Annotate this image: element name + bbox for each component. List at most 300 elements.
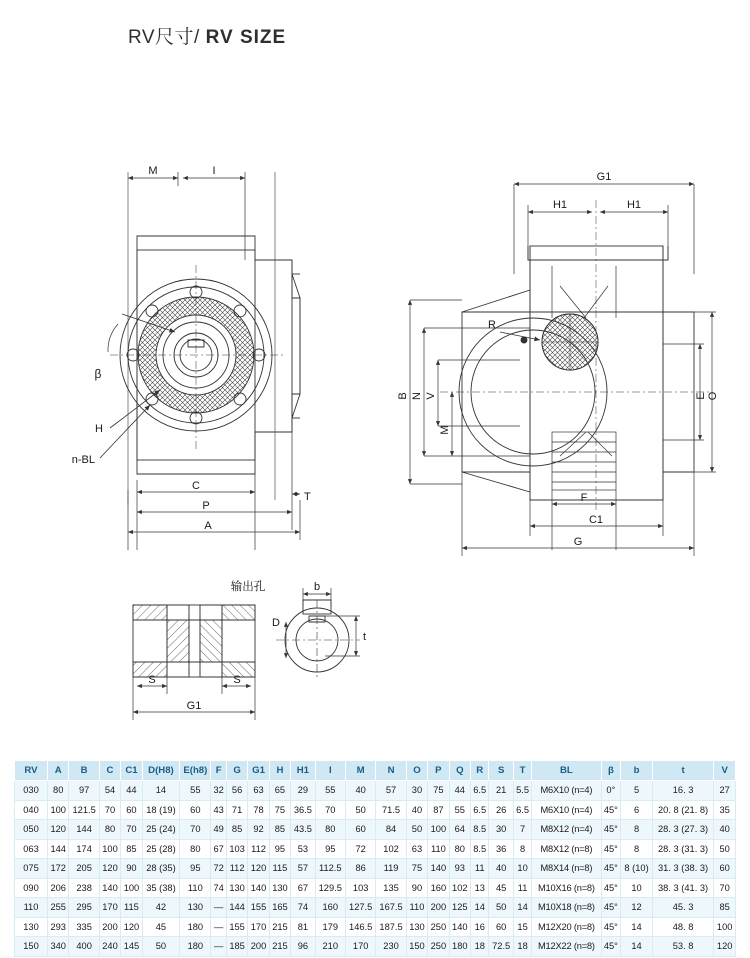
cell-b: 14 [621, 937, 653, 957]
cell-A: 120 [48, 820, 69, 840]
col-E: E(h8) [180, 761, 211, 781]
label-A-front: A [204, 520, 212, 532]
cell-t: 20. 8 (21. 8) [652, 800, 714, 820]
cell-BL: M8X14 (n=8) [532, 859, 601, 879]
cell-R: 13 [471, 878, 489, 898]
label-M-front: M [148, 165, 158, 177]
cell-V: 27 [714, 781, 736, 801]
cell-I: 112.5 [315, 859, 345, 879]
table-body [15, 781, 736, 957]
cell-t: 31. 3 (38. 3) [652, 859, 714, 879]
cell-G1: 120 [248, 859, 269, 879]
table-header-row [15, 761, 736, 781]
cell-G: 185 [226, 937, 247, 957]
label-O-side: O [707, 391, 719, 401]
cell-F: — [211, 917, 226, 937]
cell-I: 70 [315, 800, 345, 820]
cell-C: 100 [99, 839, 120, 859]
label-C1-side: C1 [588, 514, 604, 526]
cell-F: 67 [211, 839, 226, 859]
cell-V: 120 [714, 937, 736, 957]
cell-C1: 120 [121, 917, 142, 937]
cell-P: 160 [428, 878, 449, 898]
cell-B: 238 [69, 878, 99, 898]
technical-drawing [0, 60, 750, 712]
cell-H1: 43.5 [291, 820, 315, 840]
col-G1: G1 [248, 761, 269, 781]
label-D-bore: D [272, 617, 280, 629]
cell-N: 187.5 [376, 917, 406, 937]
cell-E(h8): 60 [180, 800, 211, 820]
cell-V: 100 [714, 917, 736, 937]
label-b-bore: b [313, 581, 321, 593]
cell-A: 340 [48, 937, 69, 957]
cell-G: 85 [226, 820, 247, 840]
label-E-side: E [695, 392, 707, 400]
cell-R: 6.5 [471, 781, 489, 801]
cell-T: 8 [513, 839, 531, 859]
table-row [15, 820, 736, 840]
cell-H: 215 [269, 937, 290, 957]
col-O: O [406, 761, 427, 781]
cell-M: 50 [345, 800, 375, 820]
page-title-en: RV SIZE [205, 27, 287, 48]
cell-I: 129.5 [315, 878, 345, 898]
cell-C: 170 [99, 898, 120, 918]
cell-S: 40 [489, 859, 513, 879]
cell-H: 215 [269, 917, 290, 937]
cell-G: 130 [226, 878, 247, 898]
col-S: S [489, 761, 513, 781]
cell-C: 120 [99, 859, 120, 879]
cell-Q: 180 [449, 937, 470, 957]
cell-R: 16 [471, 917, 489, 937]
cell-H: 65 [269, 781, 290, 801]
label-output-hole: 输出孔 [230, 581, 266, 593]
cell-B: 205 [69, 859, 99, 879]
cell-P: 140 [428, 859, 449, 879]
cell-E(h8): 80 [180, 839, 211, 859]
cell-β: 45° [601, 800, 621, 820]
cell-M: 40 [345, 781, 375, 801]
cell-T: 11 [513, 878, 531, 898]
cell-F: 72 [211, 859, 226, 879]
cell-B: 144 [69, 820, 99, 840]
cell-R: 8.5 [471, 839, 489, 859]
cell-model: 030 [15, 781, 48, 801]
cell-t: 48. 8 [652, 917, 714, 937]
cell-C: 54 [99, 781, 120, 801]
cell-C1: 44 [121, 781, 142, 801]
col-R: R [471, 761, 489, 781]
cell-D(H8): 14 [142, 781, 180, 801]
label-S-right: S [233, 674, 241, 686]
cell-F: 32 [211, 781, 226, 801]
cell-N: 71.5 [376, 800, 406, 820]
cell-Q: 64 [449, 820, 470, 840]
cell-G: 56 [226, 781, 247, 801]
col-D: D(H8) [142, 761, 180, 781]
cell-C: 140 [99, 878, 120, 898]
col-H: H [269, 761, 290, 781]
col-H1: H1 [291, 761, 315, 781]
col-V: V [714, 761, 736, 781]
cell-Q: 80 [449, 839, 470, 859]
label-V-side: V [425, 392, 437, 400]
cell-C1: 115 [121, 898, 142, 918]
cell-H: 75 [269, 800, 290, 820]
cell-M: 146.5 [345, 917, 375, 937]
cell-T: 15 [513, 917, 531, 937]
cell-S: 36 [489, 839, 513, 859]
label-G1-shaft: G1 [186, 700, 202, 712]
cell-N: 119 [376, 859, 406, 879]
cell-H1: 81 [291, 917, 315, 937]
col-C: C [99, 761, 120, 781]
cell-G1: 155 [248, 898, 269, 918]
cell-V: 60 [714, 859, 736, 879]
cell-β: 45° [601, 839, 621, 859]
cell-model: 063 [15, 839, 48, 859]
cell-model: 075 [15, 859, 48, 879]
cell-Q: 102 [449, 878, 470, 898]
cell-T: 6.5 [513, 800, 531, 820]
cell-H: 115 [269, 859, 290, 879]
cell-C: 80 [99, 820, 120, 840]
cell-R: 8.5 [471, 820, 489, 840]
cell-S: 50 [489, 898, 513, 918]
cell-C1: 85 [121, 839, 142, 859]
cell-I: 80 [315, 820, 345, 840]
cell-T: 7 [513, 820, 531, 840]
col-N: N [376, 761, 406, 781]
cell-I: 160 [315, 898, 345, 918]
cell-A: 206 [48, 878, 69, 898]
cell-b: 6 [621, 800, 653, 820]
cell-V: 70 [714, 878, 736, 898]
col-BL: BL [532, 761, 601, 781]
rv-size-table [14, 760, 736, 957]
cell-b: 5 [621, 781, 653, 801]
label-n-BL: n-BL [71, 454, 95, 466]
col-C1: C1 [121, 761, 142, 781]
cell-β: 0° [601, 781, 621, 801]
cell-model: 130 [15, 917, 48, 937]
cell-model: 110 [15, 898, 48, 918]
table-row [15, 898, 736, 918]
cell-Q: 44 [449, 781, 470, 801]
label-B-side: B [397, 392, 409, 400]
cell-C1: 100 [121, 878, 142, 898]
label-G1-side: G1 [596, 171, 612, 183]
cell-t: 28. 3 (27. 3) [652, 820, 714, 840]
cell-model: 050 [15, 820, 48, 840]
cell-O: 150 [406, 937, 427, 957]
cell-D(H8): 25 (24) [142, 820, 180, 840]
cell-M: 170 [345, 937, 375, 957]
cell-b: 12 [621, 898, 653, 918]
cell-β: 45° [601, 917, 621, 937]
cell-P: 110 [428, 839, 449, 859]
label-H1-left: H1 [552, 199, 568, 211]
cell-Q: 140 [449, 917, 470, 937]
cell-B: 400 [69, 937, 99, 957]
cell-BL: M10X16 (n=8) [532, 878, 601, 898]
cell-F: 43 [211, 800, 226, 820]
cell-b: 8 (10) [621, 859, 653, 879]
cell-β: 45° [601, 878, 621, 898]
cell-O: 63 [406, 839, 427, 859]
cell-O: 110 [406, 898, 427, 918]
cell-O: 130 [406, 917, 427, 937]
cell-b: 8 [621, 820, 653, 840]
cell-BL: M6X10 (n=4) [532, 800, 601, 820]
col-beta: β [601, 761, 621, 781]
cell-D(H8): 28 (35) [142, 859, 180, 879]
cell-P: 250 [428, 937, 449, 957]
cell-β: 45° [601, 937, 621, 957]
col-RV: RV [15, 761, 48, 781]
cell-G1: 112 [248, 839, 269, 859]
cell-B: 295 [69, 898, 99, 918]
cell-O: 90 [406, 878, 427, 898]
cell-H: 130 [269, 878, 290, 898]
cell-B: 121.5 [69, 800, 99, 820]
col-T: T [513, 761, 531, 781]
cell-t: 16. 3 [652, 781, 714, 801]
cell-A: 144 [48, 839, 69, 859]
label-C-front: C [192, 480, 200, 492]
cell-H1: 29 [291, 781, 315, 801]
cell-BL: M12X20 (n=8) [532, 917, 601, 937]
label-G-side: G [573, 536, 583, 548]
cell-P: 87 [428, 800, 449, 820]
table-row [15, 937, 736, 957]
cell-t: 28. 3 (31. 3) [652, 839, 714, 859]
cell-C1: 60 [121, 800, 142, 820]
table-row [15, 878, 736, 898]
cell-I: 55 [315, 781, 345, 801]
cell-M: 103 [345, 878, 375, 898]
cell-BL: M8X12 (n=8) [532, 839, 601, 859]
col-A: A [48, 761, 69, 781]
cell-Q: 55 [449, 800, 470, 820]
label-P-front: P [202, 500, 210, 512]
cell-G1: 140 [248, 878, 269, 898]
cell-B: 335 [69, 917, 99, 937]
cell-V: 50 [714, 839, 736, 859]
cell-N: 230 [376, 937, 406, 957]
rv-size-table-wrapper [14, 760, 736, 957]
cell-C1: 145 [121, 937, 142, 957]
cell-I: 210 [315, 937, 345, 957]
cell-t: 53. 8 [652, 937, 714, 957]
cell-C: 240 [99, 937, 120, 957]
cell-H1: 36.5 [291, 800, 315, 820]
label-t-bore: t [363, 631, 367, 643]
col-Q: Q [449, 761, 470, 781]
cell-β: 45° [601, 898, 621, 918]
cell-O: 40 [406, 800, 427, 820]
cell-T: 10 [513, 859, 531, 879]
cell-G1: 78 [248, 800, 269, 820]
cell-H1: 74 [291, 898, 315, 918]
cell-C: 70 [99, 800, 120, 820]
cell-P: 250 [428, 917, 449, 937]
cell-D(H8): 50 [142, 937, 180, 957]
cell-BL: M10X18 (n=8) [532, 898, 601, 918]
col-B: B [69, 761, 99, 781]
cell-H1: 57 [291, 859, 315, 879]
cell-G1: 170 [248, 917, 269, 937]
cell-H: 85 [269, 820, 290, 840]
page-title-cn: RV尺寸/ [128, 27, 200, 48]
cell-S: 21 [489, 781, 513, 801]
label-M-side: M [439, 425, 451, 435]
cell-D(H8): 35 (38) [142, 878, 180, 898]
cell-C1: 90 [121, 859, 142, 879]
cell-N: 102 [376, 839, 406, 859]
cell-R: 18 [471, 937, 489, 957]
cell-t: 45. 3 [652, 898, 714, 918]
cell-E(h8): 70 [180, 820, 211, 840]
cell-BL: M6X10 (n=4) [532, 781, 601, 801]
cell-I: 95 [315, 839, 345, 859]
cell-Q: 93 [449, 859, 470, 879]
cell-H: 95 [269, 839, 290, 859]
cell-N: 167.5 [376, 898, 406, 918]
cell-b: 8 [621, 839, 653, 859]
cell-model: 150 [15, 937, 48, 957]
cell-V: 85 [714, 898, 736, 918]
cell-M: 127.5 [345, 898, 375, 918]
cell-G: 144 [226, 898, 247, 918]
cell-S: 45 [489, 878, 513, 898]
cell-E(h8): 55 [180, 781, 211, 801]
cell-P: 200 [428, 898, 449, 918]
col-I: I [315, 761, 345, 781]
cell-P: 75 [428, 781, 449, 801]
cell-β: 45° [601, 859, 621, 879]
table-row [15, 917, 736, 937]
cell-G: 155 [226, 917, 247, 937]
cell-G: 112 [226, 859, 247, 879]
cell-G1: 63 [248, 781, 269, 801]
cell-D(H8): 45 [142, 917, 180, 937]
cell-F: 49 [211, 820, 226, 840]
cell-M: 60 [345, 820, 375, 840]
cell-E(h8): 130 [180, 898, 211, 918]
cell-R: 6.5 [471, 800, 489, 820]
cell-H1: 96 [291, 937, 315, 957]
cell-A: 293 [48, 917, 69, 937]
col-M: M [345, 761, 375, 781]
cell-M: 72 [345, 839, 375, 859]
cell-F: 74 [211, 878, 226, 898]
cell-V: 35 [714, 800, 736, 820]
cell-BL: M8X12 (n=4) [532, 820, 601, 840]
cell-E(h8): 180 [180, 937, 211, 957]
cell-b: 10 [621, 878, 653, 898]
col-G: G [226, 761, 247, 781]
label-S-left: S [148, 674, 156, 686]
cell-S: 72.5 [489, 937, 513, 957]
page-title [128, 22, 286, 49]
col-b: b [621, 761, 653, 781]
label-R-side: R [488, 319, 496, 331]
cell-S: 30 [489, 820, 513, 840]
cell-E(h8): 95 [180, 859, 211, 879]
cell-model: 040 [15, 800, 48, 820]
col-P: P [428, 761, 449, 781]
cell-β: 45° [601, 820, 621, 840]
table-row [15, 859, 736, 879]
cell-T: 18 [513, 937, 531, 957]
cell-BL: M12X22 (n=8) [532, 937, 601, 957]
cell-H1: 67 [291, 878, 315, 898]
cell-D(H8): 18 (19) [142, 800, 180, 820]
cell-H1: 53 [291, 839, 315, 859]
cell-G1: 92 [248, 820, 269, 840]
cell-G: 103 [226, 839, 247, 859]
cell-O: 75 [406, 859, 427, 879]
cell-Q: 125 [449, 898, 470, 918]
cell-O: 50 [406, 820, 427, 840]
cell-G: 71 [226, 800, 247, 820]
cell-C: 200 [99, 917, 120, 937]
cell-b: 14 [621, 917, 653, 937]
cell-F: — [211, 937, 226, 957]
cell-D(H8): 25 (28) [142, 839, 180, 859]
cell-I: 179 [315, 917, 345, 937]
cell-R: 11 [471, 859, 489, 879]
cell-R: 14 [471, 898, 489, 918]
cell-G1: 200 [248, 937, 269, 957]
label-H1-right: H1 [626, 199, 642, 211]
label-beta: β [94, 367, 102, 381]
cell-E(h8): 110 [180, 878, 211, 898]
cell-H: 165 [269, 898, 290, 918]
table-row [15, 781, 736, 801]
cell-D(H8): 42 [142, 898, 180, 918]
cell-M: 86 [345, 859, 375, 879]
cell-S: 26 [489, 800, 513, 820]
cell-T: 14 [513, 898, 531, 918]
cell-O: 30 [406, 781, 427, 801]
cell-A: 255 [48, 898, 69, 918]
col-F: F [211, 761, 226, 781]
col-t: t [652, 761, 714, 781]
cell-N: 57 [376, 781, 406, 801]
label-N-side: N [411, 392, 423, 400]
cell-model: 090 [15, 878, 48, 898]
cell-N: 84 [376, 820, 406, 840]
table-row [15, 800, 736, 820]
cell-E(h8): 180 [180, 917, 211, 937]
cell-F: — [211, 898, 226, 918]
cell-C1: 70 [121, 820, 142, 840]
cell-A: 100 [48, 800, 69, 820]
label-H-front: H [95, 423, 103, 435]
cell-B: 174 [69, 839, 99, 859]
cell-N: 135 [376, 878, 406, 898]
cell-t: 38. 3 (41. 3) [652, 878, 714, 898]
label-I-front: I [212, 165, 216, 177]
label-F-side: F [580, 492, 588, 504]
cell-T: 5.5 [513, 781, 531, 801]
table-row [15, 839, 736, 859]
cell-V: 40 [714, 820, 736, 840]
